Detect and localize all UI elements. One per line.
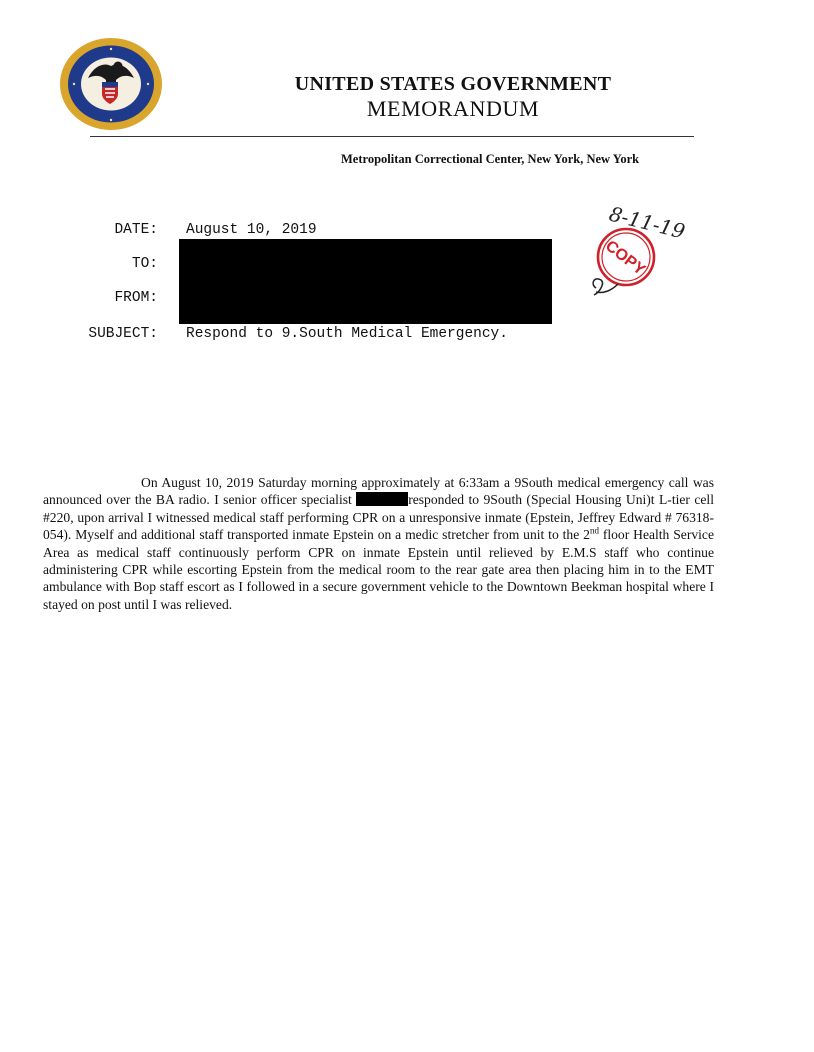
stamp-copy-text: COPY	[601, 237, 649, 279]
department-of-justice-seal-icon	[58, 36, 164, 132]
from-label: FROM:	[114, 290, 158, 306]
body-text-part-3: floor Health Service Area as medical staff continuously perform CPR on inmate Epstein until relieved by E.M.S staff who continue administering CPR while escorting Epstein from the medical room to the rear gate area then placing him in to the EMT ambulance with Bop staff escort as I followed in a secure government vehicle to the Downtown Beekman hospital where I stayed on post until I was relieved.	[43, 527, 715, 612]
body-text-part-1: On August 10, 2019 Saturday morning approximately at 6:33am a 9South medical emergency call was announced over the BA radio. I senior officer specialist	[43, 475, 714, 508]
ordinal-suffix: nd	[589, 525, 599, 536]
header-rule	[90, 136, 694, 137]
government-title: UNITED STATES GOVERNMENT	[294, 73, 612, 95]
memorandum-title: MEMORANDUM	[366, 96, 540, 121]
subject-label: SUBJECT:	[88, 326, 158, 342]
to-label: TO:	[131, 256, 158, 272]
inline-redaction	[356, 492, 408, 506]
copy-stamp	[574, 196, 704, 316]
date-label: DATE:	[114, 222, 158, 238]
redaction-block	[179, 239, 552, 324]
memo-header	[268, 72, 638, 122]
date-value: August 10, 2019	[186, 222, 317, 238]
facility-location: Metropolitan Correctional Center, New York, New York	[341, 152, 640, 166]
handwritten-date: 8-11-19	[606, 201, 688, 244]
body-text-part-2: responded to 9South (Special Housing Uni)t L-tier cell #220, upon arrival I witnessed medical staff performing CPR on a unresponsive inmate (Epstein, Jeffrey Edward # 76318-054). Myself and additional staff transported inmate Epstein on a medic stretcher from unit to the 2	[43, 492, 714, 543]
subject-value: Respond to 9.South Medical Emergency.	[186, 326, 508, 342]
report-body	[43, 474, 714, 613]
